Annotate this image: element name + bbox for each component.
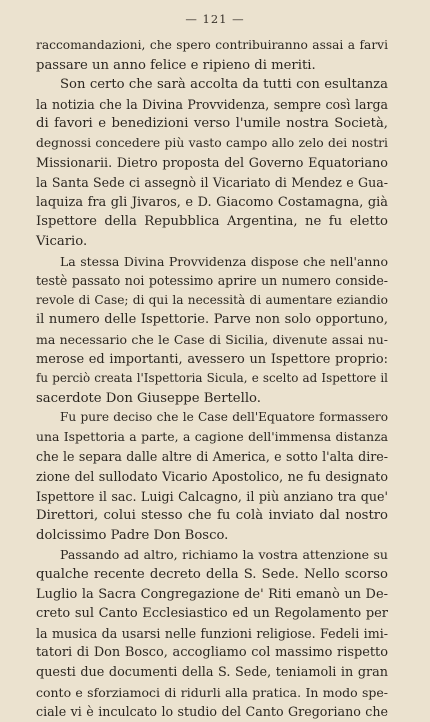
text-line: Passando ad altro, richiamo la vostra attenzione su bbox=[60, 547, 388, 563]
text-line: testè passato noi potessimo aprire un numero conside- bbox=[36, 273, 388, 289]
text-line: che le separa dalle altre di America, e sotto l'alta dire- bbox=[36, 449, 388, 465]
text-line: la musica da usarsi nelle funzioni religiose. Fedeli imi- bbox=[36, 625, 388, 641]
text-line: Ispettore il sac. Luigi Calcagno, il più anziano tra que' bbox=[36, 488, 388, 504]
text-line: conto e sforziamoci di ridurli alla pratica. In modo spe- bbox=[36, 684, 388, 700]
text-line: la Santa Sede ci assegnò il Vicariato di Mendez e Gua- bbox=[36, 175, 388, 191]
page-number: — 121 — bbox=[185, 12, 245, 26]
text-line: ma necessario che le Case di Sicilia, divenute assai nu- bbox=[36, 331, 388, 347]
text-line: una Ispettoria a parte, a cagione dell'immensa distanza bbox=[36, 429, 388, 444]
body-text bbox=[36, 36, 388, 722]
text-line: dolcissimo Padre Don Bosco. bbox=[36, 527, 229, 543]
text-line: fu perciò creata l'Ispettoria Sicula, e scelto ad Ispettore il bbox=[36, 371, 388, 386]
text-line: Luglio la Sacra Congregazione de' Riti emanò un De- bbox=[36, 586, 388, 602]
text-line: Vicario. bbox=[36, 233, 88, 249]
text-line: sacerdote Don Giuseppe Bertello. bbox=[36, 390, 261, 406]
text-line: tatori di Don Bosco, accogliamo col massimo rispetto bbox=[36, 645, 388, 661]
text-line: Ispettore della Repubblica Argentina, ne fu eletto bbox=[36, 214, 388, 230]
text-line: La stessa Divina Provvidenza dispose che nell'anno bbox=[60, 253, 388, 269]
text-line: revole di Case; di qui la necessità di aumentare eziandio bbox=[36, 292, 388, 307]
text-line: creto sul Canto Ecclesiastico ed un Regolamento per bbox=[36, 606, 388, 622]
text-line: merose ed importanti, avessero un Ispettore proprio: bbox=[36, 351, 388, 367]
text-line: laquiza fra gli Jivaros, e D. Giacomo Costamagna, già bbox=[36, 194, 388, 210]
text-line: la notizia che la Divina Provvidenza, sempre così larga bbox=[36, 96, 388, 112]
text-line: di favori e benedizioni verso l'umile nostra Società, bbox=[36, 116, 388, 132]
text-line: degnossi concedere più vasto campo allo zelo dei nostri bbox=[36, 135, 388, 150]
text-line: raccomandazioni, che spero contribuiranno assai a farvi bbox=[36, 38, 388, 52]
text-line: passare un anno felice e ripieno di meriti. bbox=[36, 57, 316, 73]
text-line: qualche recente decreto della S. Sede. Nello scorso bbox=[36, 567, 388, 583]
text-line: ciale vi è inculcato lo studio del Canto Gregoriano che bbox=[36, 704, 388, 720]
text-line: questi due documenti della S. Sede, teniamoli in gran bbox=[36, 665, 388, 680]
text-line: il numero delle Ispettorie. Parve non solo opportuno, bbox=[36, 312, 388, 328]
text-line: Son certo che sarà accolta da tutti con esultanza bbox=[60, 77, 388, 93]
text-line: Direttori, colui stesso che fu colà inviato dal nostro bbox=[36, 508, 388, 524]
text-line: Missionarii. Dietro proposta del Governo Equatoriano bbox=[36, 155, 388, 171]
text-line: zione del sullodato Vicario Apostolico, ne fu designato bbox=[36, 469, 388, 485]
text-line: Fu pure deciso che le Case dell'Equatore formassero bbox=[60, 410, 388, 425]
